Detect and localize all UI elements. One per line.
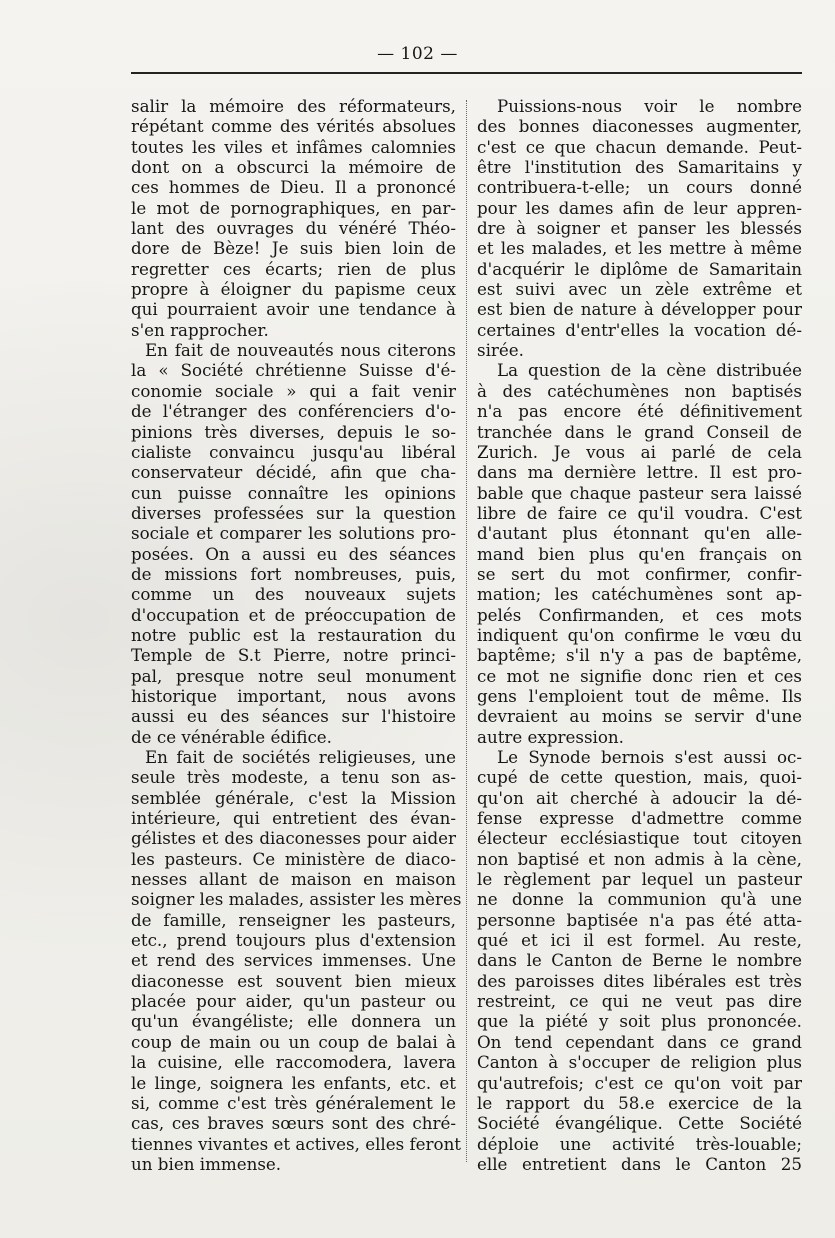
text-line: diaconesse est souvent bien mieux — [131, 970, 456, 991]
text-line: Le Synode bernois s'est aussi oc- — [497, 747, 802, 767]
text-line: déploie une activité très-louable; — [477, 1133, 802, 1154]
text-line: des bonnes diaconesses augmenter, — [477, 116, 802, 137]
text-line: intérieure, qui entretient des évan- — [131, 808, 456, 829]
text-line: qu'on ait cherché à adoucir la dé- — [477, 787, 802, 808]
text-line: baptême; s'il n'y a pas de baptême, — [477, 645, 802, 666]
text-line: Société évangélique. Cette Société — [477, 1113, 802, 1134]
text-line: indiquent qu'on confirme le vœu du — [477, 624, 802, 645]
text-line: qu'un évangéliste; elle donnera un — [131, 1011, 456, 1032]
text-line: d'occupation et de préoccupation de — [131, 604, 456, 625]
text-line: toutes les viles et infâmes calomnies — [131, 136, 456, 157]
text-line: soigner les malades, assister les mères — [131, 889, 462, 910]
text-line: ne donne la communion qu'à une — [477, 889, 802, 910]
text-line: d'acquérir le diplôme de Samaritain — [477, 258, 802, 279]
text-line: Puissions-nous voir le nombre — [497, 96, 802, 116]
text-line: des paroisses dites libérales est très — [477, 970, 802, 991]
text-line: les pasteurs. Ce ministère de diaco- — [131, 848, 456, 869]
text-line: regretter ces écarts; rien de plus — [131, 258, 456, 279]
left-column — [131, 96, 462, 1174]
text-line: est bien de nature à développer pour — [477, 299, 802, 320]
text-line: être l'institution des Samaritains y — [477, 157, 802, 178]
text-line: certaines d'entr'elles la vocation dé- — [477, 319, 802, 340]
text-line: sociale et comparer les solutions pro- — [131, 523, 456, 544]
text-line: de ce vénérable édifice. — [131, 726, 332, 747]
text-line: cupé de cette question, mais, quoi- — [477, 767, 802, 788]
text-line: cun puisse connaître les opinions — [131, 482, 456, 503]
text-line: coup de main ou un coup de balai à — [131, 1031, 456, 1052]
text-line: Temple de S.t Pierre, notre princi- — [131, 645, 456, 666]
right-column — [477, 96, 802, 1174]
text-line: sirée. — [477, 340, 524, 361]
text-line: c'est ce que chacun demande. Peut- — [477, 136, 802, 157]
text-line: conservateur décidé, afin que cha- — [131, 462, 456, 483]
text-line: à des catéchumènes non baptisés — [477, 380, 802, 401]
text-line: ces hommes de Dieu. Il a prononcé — [131, 177, 456, 198]
text-line: pinions très diverses, depuis le so- — [131, 421, 456, 442]
text-line: tiennes vivantes et actives, elles feront — [131, 1133, 462, 1154]
text-line: mation; les catéchumènes sont ap- — [477, 584, 802, 605]
text-line: ce mot ne signifie donc rien et ces — [477, 665, 802, 686]
text-line: libre de faire ce qu'il voudra. C'est — [477, 502, 802, 523]
column-divider — [466, 100, 467, 1162]
text-line: non baptisé et non admis à la cène, — [477, 848, 802, 869]
text-line: que la piété y soit plus prononcée. — [477, 1011, 802, 1032]
text-line: conomie sociale » qui a fait venir — [131, 380, 456, 401]
text-line: de l'étranger des conférenciers d'o- — [131, 401, 456, 422]
text-line: le rapport du 58.e exercice de la — [477, 1092, 802, 1113]
text-line: lant des ouvrages du vénéré Théo- — [131, 218, 456, 239]
text-line: bable que chaque pasteur sera laissé — [477, 482, 802, 503]
text-line: la « Société chrétienne Suisse d'é- — [131, 360, 456, 381]
text-line: d'autant plus étonnant qu'en alle- — [477, 523, 802, 544]
text-line: contribuera-t-elle; un cours donné — [477, 177, 802, 198]
text-line: dans le Canton de Berne le nombre — [477, 950, 802, 971]
text-line: gens l'emploient tout de même. Ils — [477, 685, 802, 706]
text-line: historique important, nous avons — [131, 685, 456, 706]
text-line: fense expresse d'admettre comme — [477, 808, 802, 829]
text-line: En fait de sociétés religieuses, une — [145, 747, 456, 767]
text-line: En fait de nouveautés nous citerons — [145, 340, 456, 361]
text-line: notre public est la restauration du — [131, 624, 456, 645]
text-line: se sert du mot confirmer, confir- — [477, 563, 802, 584]
text-line: diverses professées sur la question — [131, 502, 456, 523]
text-line: restreint, ce qui ne veut pas dire — [477, 991, 802, 1012]
text-line: propre à éloigner du papisme ceux — [131, 279, 456, 300]
text-line: électeur ecclésiastique tout citoyen — [477, 828, 802, 849]
text-line: la cuisine, elle raccomodera, lavera — [131, 1052, 456, 1073]
text-line: gélistes et des diaconesses pour aider — [131, 828, 456, 849]
text-line: mand bien plus qu'en français on — [477, 543, 802, 564]
text-line: etc., prend toujours plus d'extension — [131, 930, 456, 951]
text-line: salir la mémoire des réformateurs, — [131, 96, 456, 116]
text-line: qué et ici il est formel. Au reste, — [477, 930, 802, 951]
text-line: La question de la cène distribuée — [497, 360, 802, 381]
text-line: n'a pas encore été définitivement — [477, 401, 802, 422]
text-line: et rend des services immenses. Une — [131, 950, 456, 971]
text-line: s'en rapprocher. — [131, 319, 269, 340]
page-number: — 102 — — [377, 44, 458, 64]
text-line: le règlement par lequel un pasteur — [477, 869, 802, 890]
text-line: est suivi avec un zèle extrême et — [477, 279, 802, 300]
text-line: comme un des nouveaux sujets — [131, 584, 456, 605]
text-line: un bien immense. — [131, 1153, 282, 1174]
text-line: seule très modeste, a tenu son as- — [131, 767, 456, 788]
text-line: nesses allant de maison en maison — [131, 869, 456, 890]
text-line: Zurich. Je vous ai parlé de cela — [477, 441, 802, 462]
text-line: qu'autrefois; c'est ce qu'on voit par — [477, 1072, 802, 1093]
text-line: autre expression. — [477, 726, 624, 747]
text-line: elle entretient dans le Canton 25 — [477, 1153, 802, 1174]
text-line: devraient au moins se servir d'une — [477, 706, 802, 727]
text-line: dre à soigner et panser les blessés — [477, 218, 802, 239]
text-line: tranchée dans le grand Conseil de — [477, 421, 802, 442]
text-line: Canton à s'occuper de religion plus — [477, 1052, 802, 1073]
header-rule — [131, 72, 802, 74]
text-line: personne baptisée n'a pas été atta- — [477, 909, 802, 930]
text-line: qui pourraient avoir une tendance à — [131, 299, 456, 320]
text-line: et les malades, et les mettre à même — [477, 238, 802, 259]
text-line: pelés Confirmanden, et ces mots — [477, 604, 802, 625]
text-line: dont on a obscurci la mémoire de — [131, 157, 456, 178]
text-line: aussi eu des séances sur l'histoire — [131, 706, 456, 727]
text-line: posées. On a aussi eu des séances — [131, 543, 456, 564]
text-line: de missions fort nombreuses, puis, — [131, 563, 456, 584]
text-line: le mot de pornographiques, en par- — [131, 197, 456, 218]
text-line: placée pour aider, qu'un pasteur ou — [131, 991, 456, 1012]
text-line: semblée générale, c'est la Mission — [131, 787, 456, 808]
text-line: si, comme c'est très généralement le — [131, 1092, 456, 1113]
text-line: cas, ces braves sœurs sont des chré- — [131, 1113, 456, 1134]
text-line: pour les dames afin de leur appren- — [477, 197, 802, 218]
text-line: de famille, renseigner les pasteurs, — [131, 909, 456, 930]
text-line: dore de Bèze! Je suis bien loin de — [131, 238, 456, 259]
text-line: répétant comme des vérités absolues — [131, 116, 456, 137]
text-line: le linge, soignera les enfants, etc. et — [131, 1072, 456, 1093]
text-line: On tend cependant dans ce grand — [477, 1031, 802, 1052]
text-line: dans ma dernière lettre. Il est pro- — [477, 462, 802, 483]
text-line: cialiste convaincu jusqu'au libéral — [131, 441, 456, 462]
text-line: pal, presque notre seul monument — [131, 665, 456, 686]
